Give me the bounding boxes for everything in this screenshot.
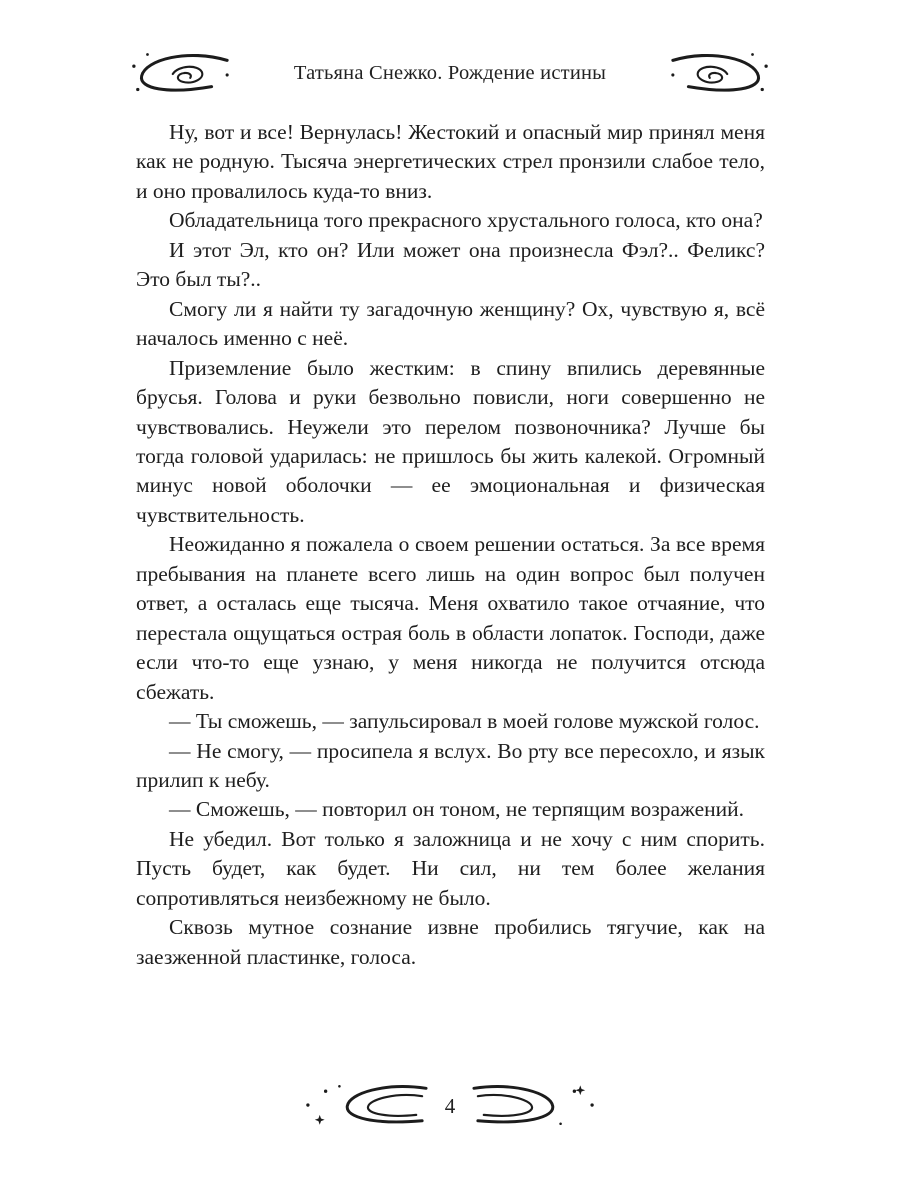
running-head-title: Татьяна Снежко. Рождение истины bbox=[293, 61, 607, 84]
running-head bbox=[130, 44, 770, 102]
folio-swirl-left-icon bbox=[302, 1080, 430, 1132]
paragraph: Обладательница того прекрасного хрустального голоса, кто она? bbox=[169, 208, 763, 233]
paragraph: Не убедил. Вот только я заложница и не хочу с ним спорить. Пусть будет, как будет. Ни сил, ни тем более желания сопротивляться неизбежному не было. bbox=[136, 826, 765, 910]
paragraph: Смогу ли я найти ту загадочную женщину? Ох, чувствую я, всё началось именно с неё. bbox=[136, 296, 765, 351]
page-number: 4 bbox=[444, 1093, 456, 1118]
paragraph: — Ты сможешь, — запульсировал в моей голове мужской голос. bbox=[169, 709, 760, 734]
paragraph: Неожиданно я пожалела о своем решении остаться. За все время пребывания на планете всего лишь на один вопрос был получен ответ, а осталась еще тысяча. Меня охватило такое отчаяние, что перестала ощущаться острая боль в области лопаток. Господи, даже если что-то еще узнаю, у меня никогда не получится отсюда сбежать. bbox=[136, 532, 765, 704]
paragraph: — Сможешь, — повторил он тоном, не терпящим возражений. bbox=[169, 797, 745, 822]
paragraph: И этот Эл, кто он? Или может она произнесла Фэл?.. Феликс? Это был ты?.. bbox=[136, 237, 765, 292]
paragraph: Ну, вот и все! Вернулась! Жестокий и опасный мир принял меня как не родную. Тысяча энергетических стрел пронзили слабое тело, и оно провалилось куда-то вниз. bbox=[136, 120, 765, 203]
page-footer bbox=[0, 1080, 900, 1132]
folio-swirl-right-icon bbox=[470, 1080, 598, 1132]
paragraph: Сквозь мутное сознание извне пробились тягучие, как на заезженной пластинке, голоса. bbox=[136, 915, 765, 969]
paragraph: — Не смогу, — просипела я вслух. Во рту все пересохло, и язык прилип к небу. bbox=[136, 738, 765, 792]
paragraph: Приземление было жестким: в спину впились деревянные брусья. Голова и руки безвольно повисли, ноги совершенно не чувствовались. Неужели это перелом позвоночника? Лучше бы тогда головой ударилась: не пришлось бы жить калекой. Огромный минус новой оболочки — ее эмоциональная и физическая чувствительность. bbox=[136, 355, 765, 527]
page-body bbox=[136, 118, 765, 972]
